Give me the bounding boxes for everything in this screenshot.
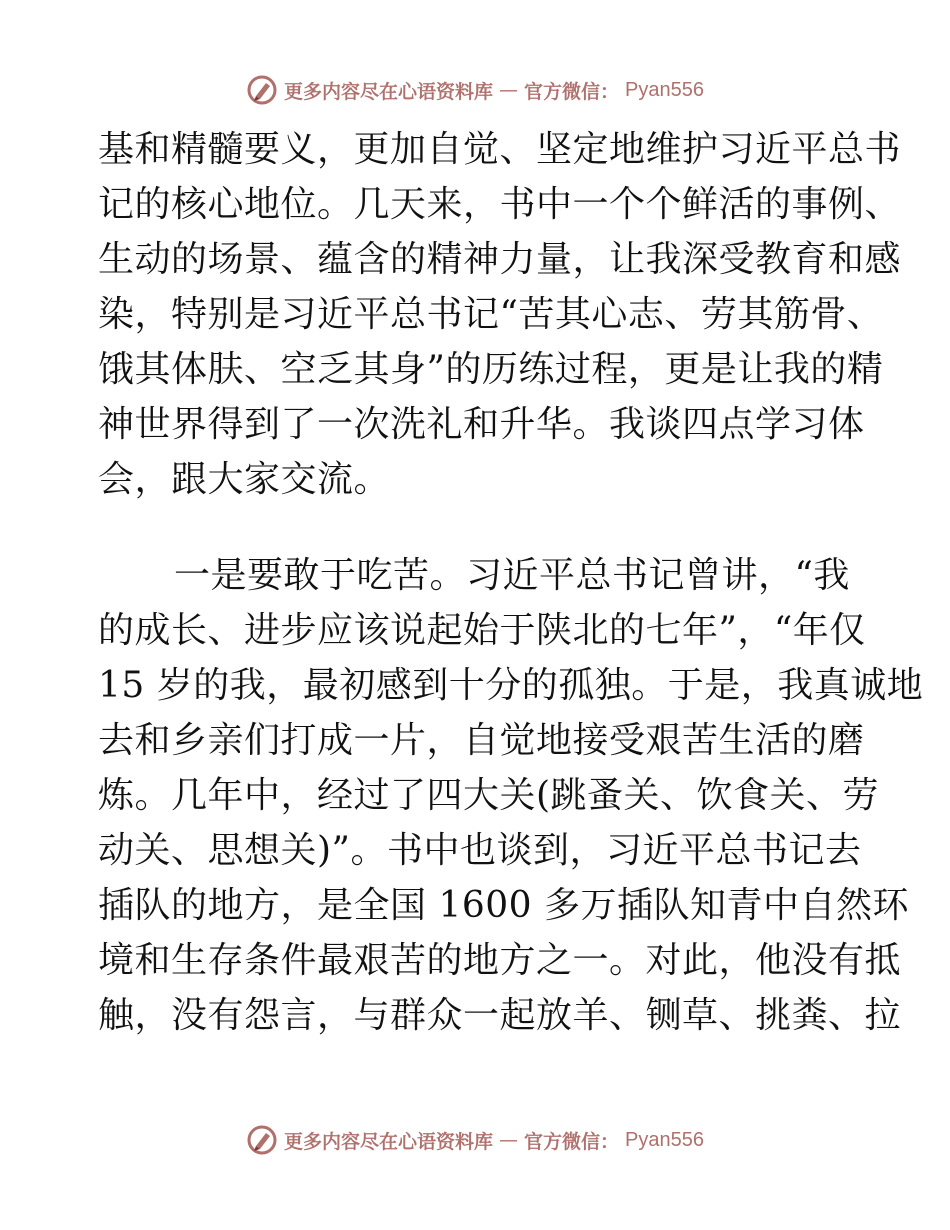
pen-seal-logo-icon [246, 74, 278, 106]
paragraph-2 [98, 548, 924, 1043]
paragraph-1 [98, 122, 902, 507]
watermark-wechat-id: Pyan556 [625, 78, 704, 101]
text-line: 会，跟大家交流。 [98, 459, 391, 500]
text-line: 生动的场景、蕴含的精神力量，让我深受教育和感 [98, 239, 902, 280]
watermark-dash: — [499, 79, 519, 101]
text-line: 去和乡亲们打成一片，自觉地接受艰苦生活的磨 [98, 720, 865, 761]
watermark-wechat-label: 官方微信： [524, 80, 620, 103]
text-line: 饿其体肤、空乏其身”的历练过程，更是让我的精 [98, 349, 884, 390]
text-line: 炼。几年中，经过了四大关(跳蚤关、饮食关、劳 [98, 775, 880, 816]
text-line: 染，特别是习近平总书记“苦其心志、劳其筋骨、 [98, 294, 884, 335]
text-line: 记的核心地位。几天来，书中一个个鲜活的事例、 [98, 184, 902, 225]
watermark-text: 更多内容尽在心语资料库 [284, 1130, 494, 1153]
text-line: 一是要敢于吃苦。习近平总书记曾讲，“我 [174, 555, 850, 596]
watermark-wechat-label: 官方微信： [524, 1130, 620, 1153]
header-watermark [0, 70, 950, 110]
text-line: 基和精髓要义，更加自觉、坚定地维护习近平总书 [98, 129, 902, 170]
text-line: 15 岁的我，最初感到十分的孤独。于是，我真诚地 [98, 665, 924, 706]
text-line: 动关、思想关)”。书中也谈到，习近平总书记去 [98, 830, 862, 871]
footer-watermark [0, 1120, 950, 1160]
text-line: 神世界得到了一次洗礼和升华。我谈四点学习体 [98, 404, 865, 445]
watermark-text: 更多内容尽在心语资料库 [284, 80, 494, 103]
text-line: 的成长、进步应该说起始于陕北的七年”，“年仅 [98, 610, 866, 651]
watermark-wechat-id: Pyan556 [625, 1128, 704, 1151]
text-line: 插队的地方，是全国 1600 多万插队知青中自然环 [98, 885, 910, 926]
paragraph-gap [98, 507, 858, 548]
pen-seal-logo-icon [246, 1124, 278, 1156]
text-line: 触，没有怨言，与群众一起放羊、铡草、挑粪、拉 [98, 995, 902, 1036]
watermark-dash: — [499, 1129, 519, 1151]
text-line: 境和生存条件最艰苦的地方之一。对此，他没有抵 [98, 940, 902, 981]
document-body [98, 122, 924, 1043]
